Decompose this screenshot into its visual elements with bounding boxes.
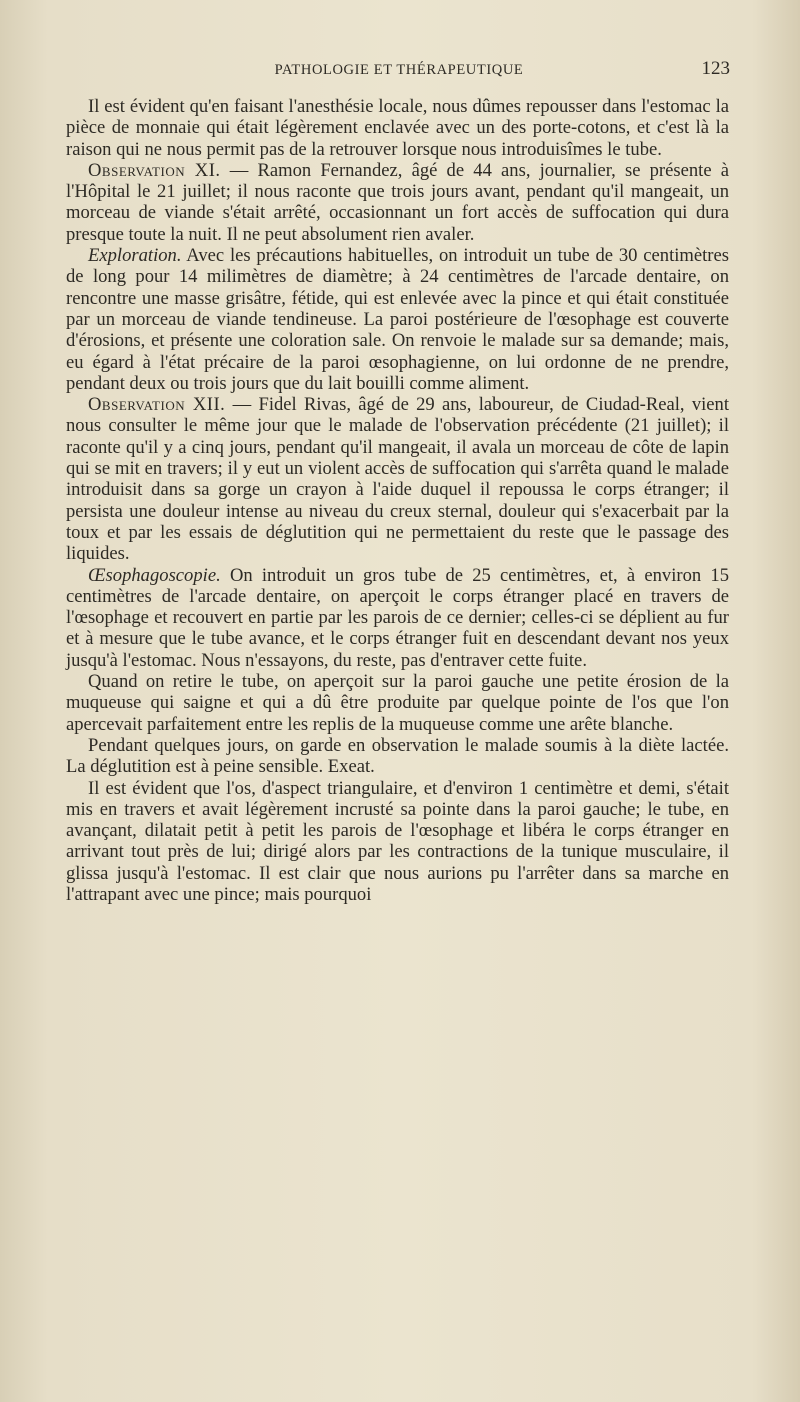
paragraph-text: Quand on retire le tube, on aperçoit sur la paroi gauche une petite érosion de la muqueuse qui saigne et qui a dû être produite par quelque pointe de l'os que l'on apercevait parfaitement entre les replis de la muqueuse comme une arête blanche.: [66, 671, 729, 735]
paragraph: [66, 160, 729, 245]
paragraph-text: Pendant quelques jours, on garde en observation le malade soumis à la diète lactée. La déglutition est à peine sensible. Exeat.: [66, 734, 729, 778]
paragraph-text: Il est évident qu'en faisant l'anesthésie locale, nous dûmes repousser dans l'estomac la pièce de monnaie qui était légèrement enclavée avec un des porte-cotons, et c'est là la raison qui ne nous permit pas de la retrouver lorsque nous introduisîmes le tube.: [66, 96, 729, 160]
paragraph: [66, 778, 729, 906]
paragraph-text: On introduit un gros tube de 25 centimètres, et, à environ 15 centimètres de l'arcade dentaire, on aperçoit le corps étranger placé en travers de l'œsophage et recouvert en partie par les parois de ce dernier; celles-ci se déplient au fur et à mesure que le tube avance, et le corps étranger fuit en descendant devant nos yeux jusqu'à l'estomac. Nous n'essayons, du reste, pas d'entraver cette fuite.: [66, 564, 729, 671]
paragraph-text: Il est évident que l'os, d'aspect triangulaire, et d'environ 1 centimètre et demi, s'était mis en travers et avait légèrement incrusté sa pointe dans la paroi gauche; le tube, en avançant, dilatait petit à petit les parois de l'œsophage et libéra le corps étranger en arrivant tout près de lui; dirigé alors par les contractions de la tunique musculaire, il glissa jusqu'à l'estomac. Il est clair que nous aurions pu l'arrêter dans sa marche en l'attrapant avec une pince; mais pourquoi: [66, 777, 729, 905]
paragraph-text: — Fidel Rivas, âgé de 29 ans, laboureur, de Ciudad-Real, vient nous consulter le même jour que le malade de l'observation précédente (21 juillet); il raconte qu'il y a cinq jours, pendant qu'il mangeait, il avala un morceau de côte de lapin qui se mit en travers; il y eut un violent accès de suffocation qui s'arrêta quand le malade introduisit dans sa gorge un crayon à l'aide duquel il repoussa le corps étranger; il persista une douleur intense au niveau du creux sternal, douleur qui s'exacerbait par la toux et par les essais de déglutition qui ne permettaient du reste que le passage des liquides.: [66, 394, 729, 565]
paragraph: [66, 671, 729, 735]
paragraph-text: Avec les précautions habituelles, on introduit un tube de 30 centimètres de long pour 14 milimètres de diamètre; à 24 centimètres de l'arcade dentaire, on rencontre une masse grisâtre, fétide, qui est enlevée avec la pince et qui était constituée par un morceau de viande tendineuse. La paroi postérieure de l'œsophage est couverte d'érosions, et présente une coloration sale. On renvoie le malade sur sa demande; mais, eu égard à l'état précaire de la paroi œsophagienne, on lui ordonne de ne prendre, pendant deux ou trois jours que du lait bouilli comme aliment.: [66, 245, 729, 394]
page-header: [68, 58, 730, 82]
section-heading: Exploration.: [88, 245, 182, 267]
paragraph: [66, 96, 729, 160]
running-head: PATHOLOGIE ET THÉRAPEUTIQUE: [274, 62, 524, 78]
paragraph-text: — Ramon Fernandez, âgé de 44 ans, journalier, se présente à l'Hôpital le 21 juillet; il nous raconte que trois jours avant, pendant qu'il mangeait, un morceau de viande s'était arrêté, occasionnant un fort accès de suffocation qui dura presque toute la nuit. Il ne peut absolument rien avaler.: [66, 159, 729, 245]
body-text: [66, 96, 729, 905]
observation-heading: Observation XII.: [88, 394, 226, 416]
observation-heading: Observation XI.: [88, 159, 221, 181]
paragraph: [66, 735, 729, 778]
page-number: 123: [701, 58, 730, 79]
paragraph: [66, 394, 729, 564]
paragraph: [66, 245, 729, 394]
section-heading: Œsophagoscopie.: [88, 564, 221, 586]
paragraph: [66, 565, 729, 671]
